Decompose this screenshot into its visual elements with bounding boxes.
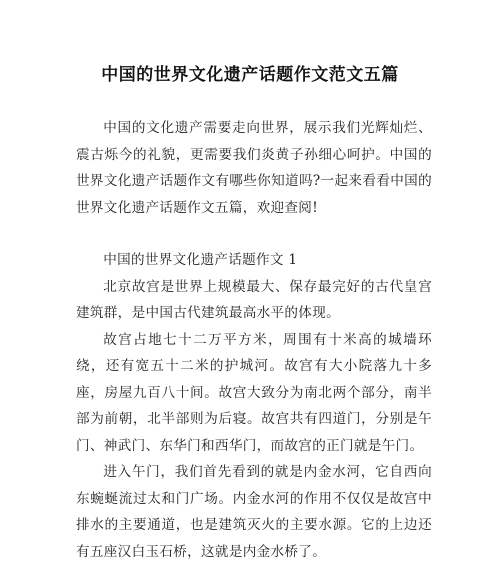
paragraph-spacer: [76, 221, 432, 247]
body-paragraph-1: 北京故宫是世界上规模最大、保存最完好的古代皇宫建筑群，是中国古代建筑最高水平的体现。: [76, 278, 432, 321]
document-body: [76, 115, 432, 565]
intro-paragraph: 中国的文化遗产需要走向世界，展示我们光辉灿烂、震古烁今的礼貌，更需要我们炎黄子孙细心呵护。中国的世界文化遗产话题作文有哪些你知道吗?一起来看看中国的世界文化遗产话题作文五篇，欢迎查阅!: [76, 120, 432, 216]
document-title: 中国的世界文化遗产话题作文范文五篇: [101, 65, 399, 85]
body-paragraph-3: 进入午门，我们首先看到的就是内金水河，它自西向东蜿蜒流过太和门广场。内金水河的作用不仅仅是故宫中排水的主要通道，也是建筑灭火的主要水源。它的上边还有五座汉白玉石桥，这就是内金水桥了。: [76, 464, 432, 560]
body-paragraph-2: 故宫占地七十二万平方米，周围有十米高的城墙环绕，还有宽五十二米的护城河。故宫有大小院落九十多座，房屋九百八十间。故宫大致分为南北两个部分，南半部为前朝，北半部则为后寝。故宫共有四道门，分别是午门、神武门、东华门和西华门，而故宫的正门就是午门。: [76, 331, 432, 454]
section-heading: 中国的世界文化遗产话题作文 1: [103, 252, 298, 268]
